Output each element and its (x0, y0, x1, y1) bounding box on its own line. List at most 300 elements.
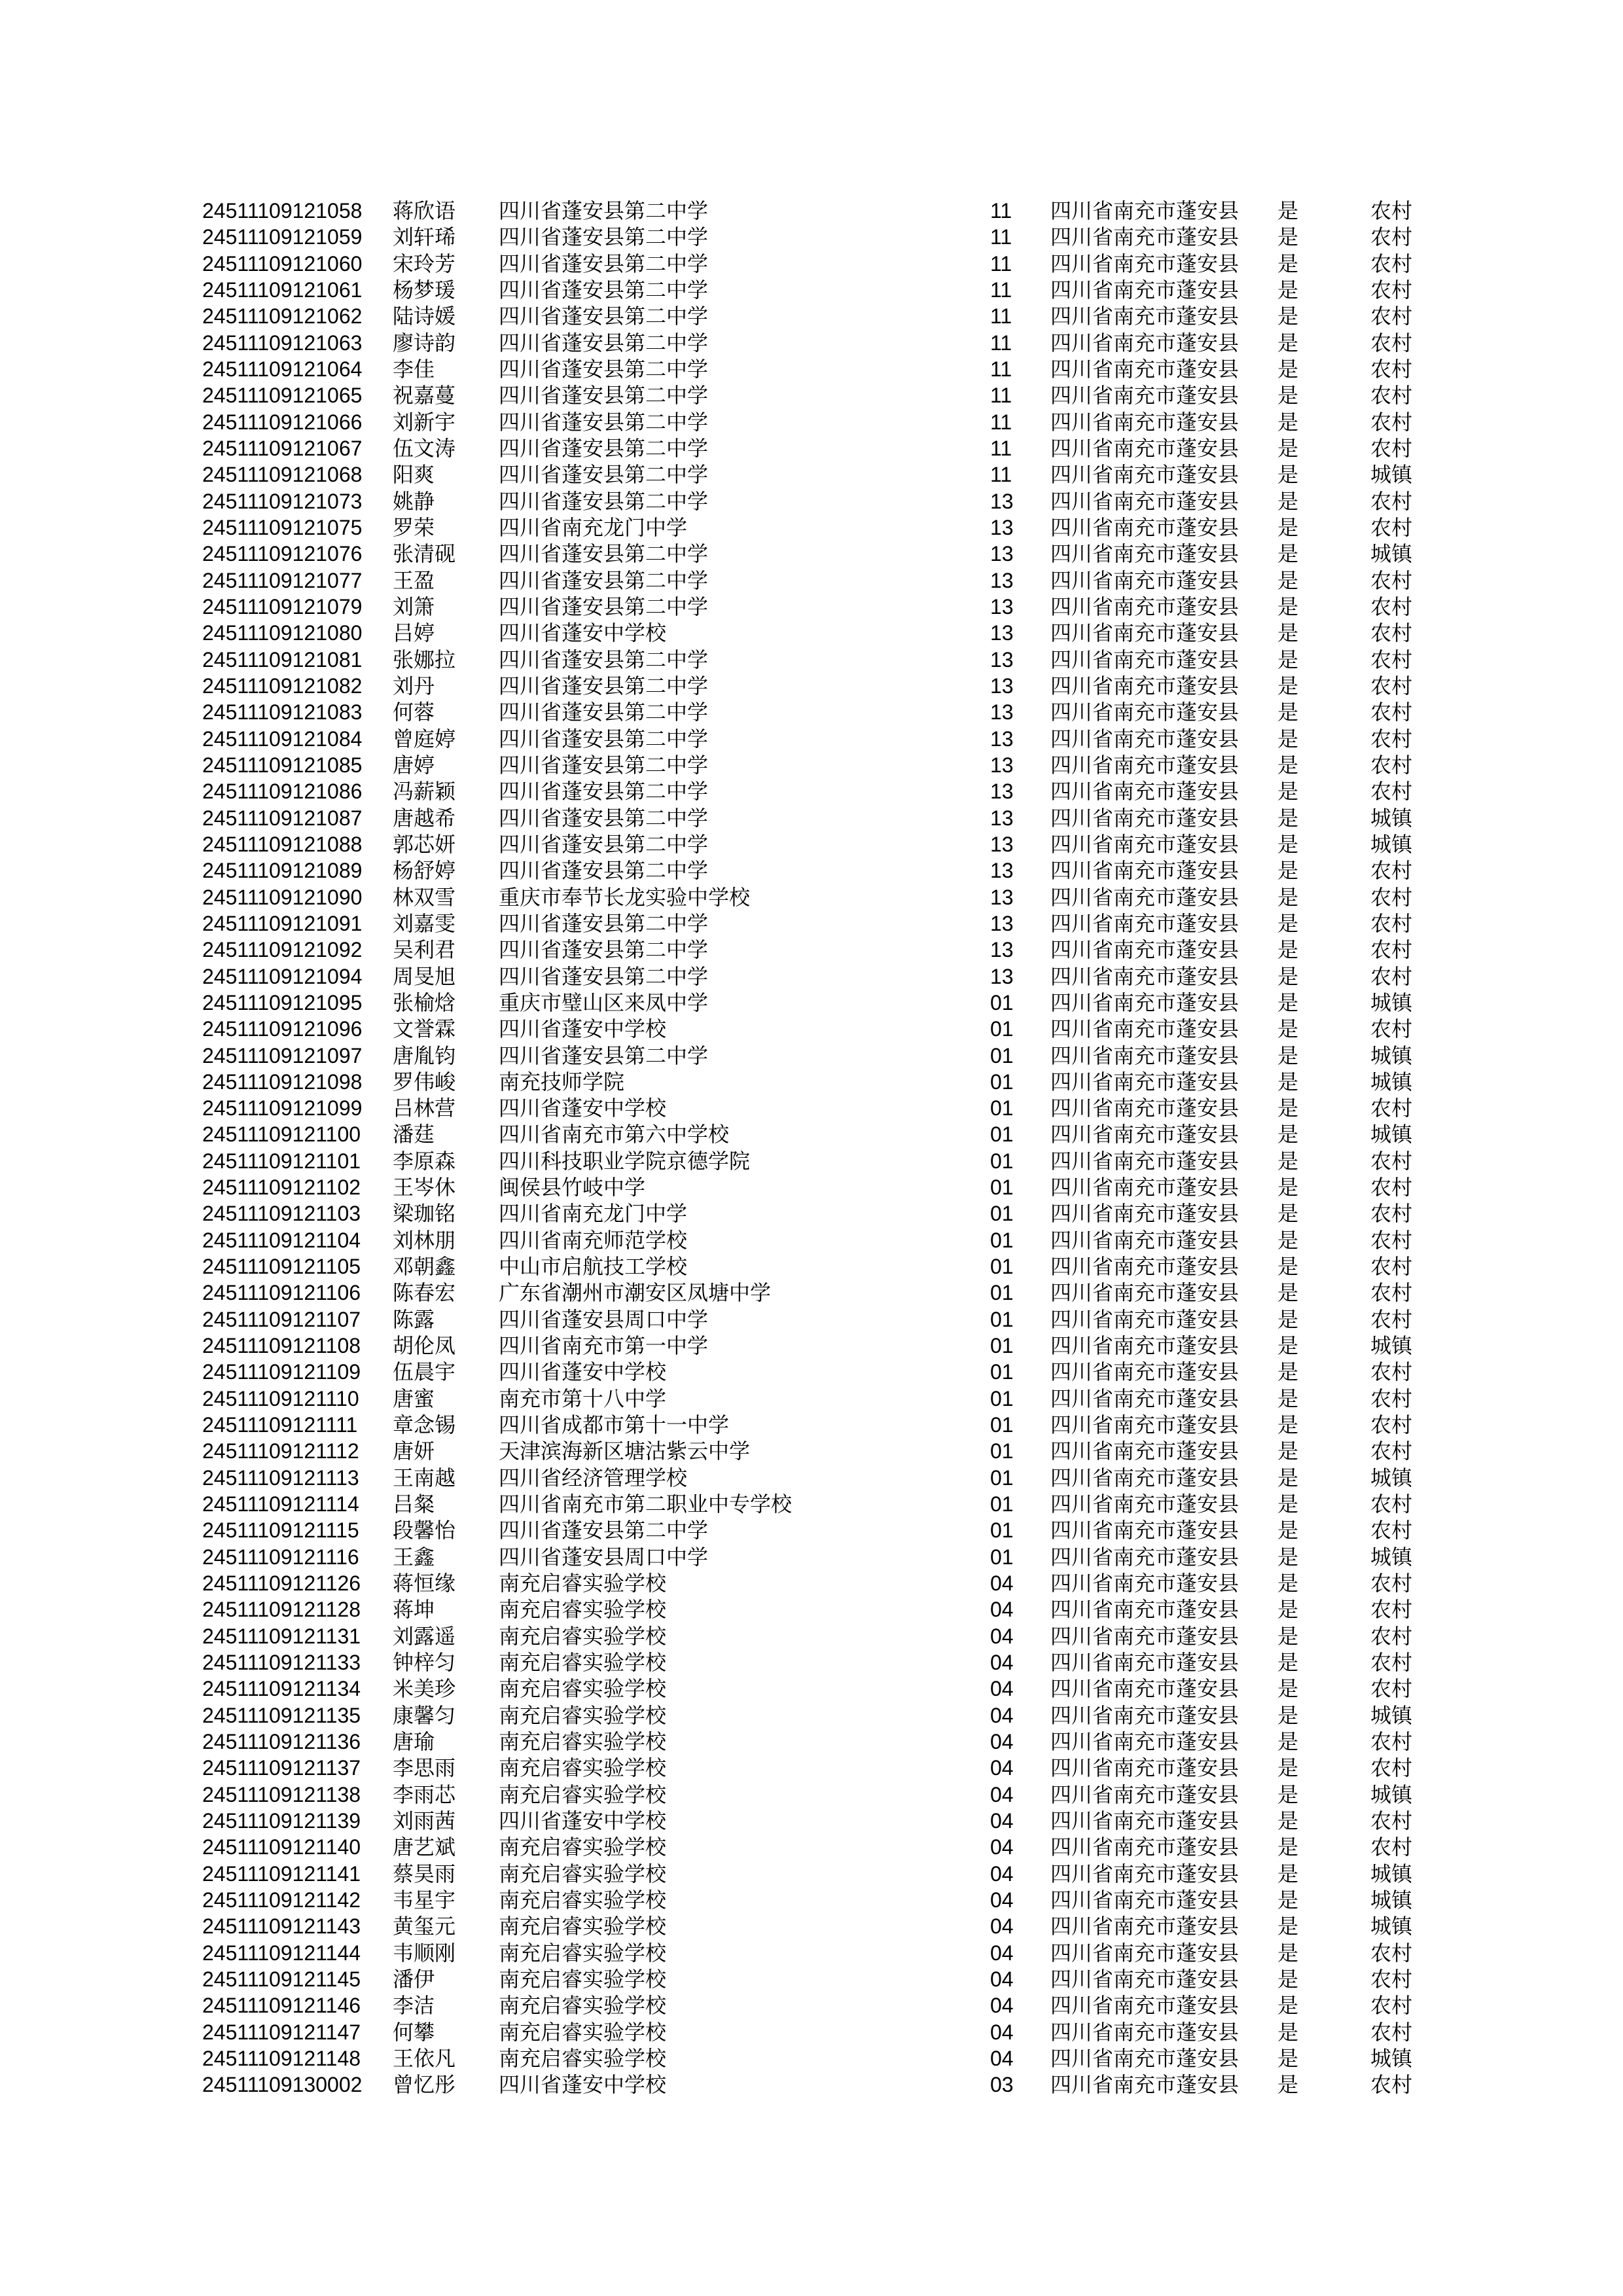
residence-type: 农村 (1370, 726, 1413, 751)
school-name: 南充启睿实验学校 (499, 1730, 667, 1754)
residence-type: 农村 (1370, 885, 1413, 909)
student-name: 潘莛 (393, 1122, 435, 1147)
region: 四川省南充市蓬安县 (1050, 990, 1240, 1014)
region: 四川省南充市蓬安县 (1050, 1624, 1240, 1648)
student-name: 李雨芯 (393, 1782, 456, 1806)
exam-id: 24511109121086 (202, 780, 363, 804)
table-row (0, 1227, 1623, 1253)
student-name: 李佳 (393, 357, 435, 381)
student-name: 阳爽 (393, 463, 435, 487)
school-name: 南充启睿实验学校 (499, 1598, 667, 1622)
table-row (0, 303, 1623, 329)
category-code: 04 (990, 1624, 1014, 1648)
school-name: 四川省南充龙门中学 (499, 1202, 688, 1226)
student-name: 钟梓匀 (393, 1651, 456, 1675)
table-row (0, 1095, 1623, 1121)
table-row (0, 1861, 1623, 1887)
eligibility-flag: 是 (1277, 1175, 1299, 1200)
residence-type: 农村 (1370, 199, 1413, 223)
table-row (0, 884, 1623, 910)
school-name: 四川省蓬安县第二中学 (499, 832, 709, 856)
eligibility-flag: 是 (1277, 1914, 1299, 1939)
category-code: 04 (990, 1914, 1014, 1939)
student-name: 张榆焓 (393, 990, 456, 1014)
residence-type: 农村 (1370, 594, 1413, 619)
residence-type: 农村 (1370, 673, 1413, 698)
category-code: 13 (990, 726, 1014, 751)
school-name: 四川省蓬安县周口中学 (499, 1545, 709, 1569)
eligibility-flag: 是 (1277, 251, 1299, 276)
exam-id: 24511109121108 (202, 1334, 361, 1358)
region: 四川省南充市蓬安县 (1050, 1228, 1240, 1252)
school-name: 南充市第十八中学 (499, 1386, 667, 1410)
exam-id: 24511109121097 (202, 1043, 363, 1067)
category-code: 01 (990, 1334, 1014, 1358)
exam-id: 24511109121075 (202, 515, 363, 539)
school-name: 四川省蓬安县第二中学 (499, 1518, 709, 1543)
school-name: 四川省蓬安县第二中学 (499, 357, 709, 381)
table-row (0, 1412, 1623, 1438)
exam-id: 24511109121089 (202, 859, 363, 883)
school-name: 四川省蓬安县第二中学 (499, 436, 709, 460)
student-name: 韦顺刚 (393, 1941, 456, 1965)
category-code: 01 (990, 1413, 1014, 1437)
table-row (0, 647, 1623, 673)
table-row (0, 1438, 1623, 1464)
eligibility-flag: 是 (1277, 1518, 1299, 1543)
region: 四川省南充市蓬安县 (1050, 832, 1240, 856)
student-name: 潘伊 (393, 1967, 435, 1991)
region: 四川省南充市蓬安县 (1050, 1149, 1240, 1173)
region: 四川省南充市蓬安县 (1050, 885, 1240, 909)
region: 四川省南充市蓬安县 (1050, 673, 1240, 698)
table-row (0, 1544, 1623, 1570)
student-name: 段馨怡 (393, 1518, 456, 1543)
residence-type: 农村 (1370, 436, 1413, 460)
school-name: 四川省南充师范学校 (499, 1228, 688, 1252)
category-code: 04 (990, 1651, 1014, 1675)
school-name: 南充启睿实验学校 (499, 1914, 667, 1939)
category-code: 11 (990, 278, 1012, 302)
eligibility-flag: 是 (1277, 832, 1299, 856)
eligibility-flag: 是 (1277, 673, 1299, 698)
category-code: 04 (990, 1967, 1014, 1991)
eligibility-flag: 是 (1277, 1994, 1299, 2018)
exam-id: 24511109121141 (202, 1861, 361, 1886)
school-name: 四川省蓬安中学校 (499, 1360, 667, 1384)
eligibility-flag: 是 (1277, 331, 1299, 355)
student-name: 邓朝鑫 (393, 1255, 456, 1279)
residence-type: 农村 (1370, 1255, 1413, 1279)
school-name: 四川省蓬安县第二中学 (499, 384, 709, 408)
category-code: 01 (990, 1386, 1014, 1410)
residence-type: 农村 (1370, 1624, 1413, 1648)
residence-type: 农村 (1370, 2073, 1413, 2097)
residence-type: 农村 (1370, 1994, 1413, 2018)
residence-type: 农村 (1370, 1228, 1413, 1252)
category-code: 13 (990, 832, 1014, 856)
student-name: 伍晨宇 (393, 1360, 456, 1384)
exam-id: 24511109121065 (202, 384, 363, 408)
eligibility-flag: 是 (1277, 1492, 1299, 1516)
exam-id: 24511109121106 (202, 1281, 361, 1305)
eligibility-flag: 是 (1277, 1069, 1299, 1094)
school-name: 四川省蓬安县第二中学 (499, 489, 709, 513)
eligibility-flag: 是 (1277, 938, 1299, 962)
school-name: 四川科技职业学院京德学院 (499, 1149, 751, 1173)
region: 四川省南充市蓬安县 (1050, 1043, 1240, 1067)
category-code: 01 (990, 1228, 1014, 1252)
exam-id: 24511109121077 (202, 568, 363, 592)
school-name: 四川省南充市第一中学 (499, 1334, 709, 1358)
region: 四川省南充市蓬安县 (1050, 1281, 1240, 1305)
table-row (0, 1702, 1623, 1729)
category-code: 04 (990, 1994, 1014, 2018)
student-name: 姚静 (393, 489, 435, 513)
category-code: 01 (990, 1439, 1014, 1463)
region: 四川省南充市蓬安县 (1050, 1518, 1240, 1543)
exam-id: 24511109121134 (202, 1677, 361, 1701)
student-name: 康馨匀 (393, 1703, 456, 1727)
table-row (0, 2019, 1623, 2045)
exam-id: 24511109121063 (202, 331, 363, 355)
residence-type: 农村 (1370, 1651, 1413, 1675)
category-code: 01 (990, 1255, 1014, 1279)
exam-id: 24511109121135 (202, 1703, 361, 1727)
region: 四川省南充市蓬安县 (1050, 489, 1240, 513)
category-code: 13 (990, 780, 1014, 804)
school-name: 四川省蓬安县第二中学 (499, 673, 709, 698)
eligibility-flag: 是 (1277, 621, 1299, 645)
eligibility-flag: 是 (1277, 1624, 1299, 1648)
eligibility-flag: 是 (1277, 1017, 1299, 1041)
exam-id: 24511109121080 (202, 621, 363, 645)
eligibility-flag: 是 (1277, 885, 1299, 909)
school-name: 四川省蓬安中学校 (499, 1096, 667, 1121)
exam-id: 24511109121090 (202, 885, 363, 909)
student-name: 罗伟峻 (393, 1069, 456, 1094)
category-code: 01 (990, 1307, 1014, 1331)
eligibility-flag: 是 (1277, 225, 1299, 249)
eligibility-flag: 是 (1277, 1809, 1299, 1833)
student-name: 曾忆彤 (393, 2073, 456, 2097)
school-name: 南充启睿实验学校 (499, 2046, 667, 2070)
table-row (0, 277, 1623, 303)
exam-id: 24511109121116 (202, 1545, 359, 1569)
eligibility-flag: 是 (1277, 1334, 1299, 1358)
region: 四川省南充市蓬安县 (1050, 1598, 1240, 1622)
exam-id: 24511109121138 (202, 1782, 361, 1806)
category-code: 01 (990, 990, 1014, 1014)
student-name: 李原森 (393, 1149, 456, 1173)
residence-type: 农村 (1370, 1360, 1413, 1384)
school-name: 四川省蓬安县周口中学 (499, 1307, 709, 1331)
exam-id: 24511109121110 (202, 1386, 359, 1410)
region: 四川省南充市蓬安县 (1050, 1994, 1240, 2018)
residence-type: 农村 (1370, 1809, 1413, 1833)
residence-type: 农村 (1370, 621, 1413, 645)
table-row (0, 541, 1623, 567)
table-row (0, 990, 1623, 1016)
residence-type: 城镇 (1370, 1782, 1413, 1806)
exam-id: 24511109121076 (202, 542, 363, 566)
table-row (0, 567, 1623, 594)
residence-type: 农村 (1370, 225, 1413, 249)
exam-id: 24511109121087 (202, 806, 363, 830)
school-name: 南充启睿实验学校 (499, 1624, 667, 1648)
table-row (0, 435, 1623, 461)
eligibility-flag: 是 (1277, 1835, 1299, 1859)
residence-type: 城镇 (1370, 1465, 1413, 1490)
residence-type: 农村 (1370, 1967, 1413, 1991)
category-code: 01 (990, 1202, 1014, 1226)
category-code: 04 (990, 1809, 1014, 1833)
student-name: 唐艺斌 (393, 1835, 456, 1859)
region: 四川省南充市蓬安县 (1050, 410, 1240, 434)
table-row (0, 805, 1623, 831)
table-row (0, 699, 1623, 725)
category-code: 11 (990, 331, 1012, 355)
exam-id: 24511109121137 (202, 1756, 361, 1780)
residence-type: 农村 (1370, 251, 1413, 276)
exam-id: 24511109121098 (202, 1069, 363, 1094)
school-name: 南充启睿实验学校 (499, 1994, 667, 2018)
region: 四川省南充市蓬安县 (1050, 1386, 1240, 1410)
eligibility-flag: 是 (1277, 1677, 1299, 1701)
region: 四川省南充市蓬安县 (1050, 2046, 1240, 2070)
table-row (0, 594, 1623, 620)
category-code: 11 (990, 384, 1012, 408)
exam-id: 24511109121105 (202, 1255, 361, 1279)
table-row (0, 1148, 1623, 1174)
region: 四川省南充市蓬安县 (1050, 1545, 1240, 1569)
eligibility-flag: 是 (1277, 410, 1299, 434)
table-row (0, 1940, 1623, 1966)
category-code: 13 (990, 568, 1014, 592)
exam-id: 24511109121111 (202, 1413, 358, 1437)
school-name: 重庆市奉节长龙实验中学校 (499, 885, 751, 909)
region: 四川省南充市蓬安县 (1050, 1730, 1240, 1754)
school-name: 南充启睿实验学校 (499, 1677, 667, 1701)
category-code: 01 (990, 1096, 1014, 1121)
residence-type: 农村 (1370, 938, 1413, 962)
student-name: 王岑休 (393, 1175, 456, 1200)
region: 四川省南充市蓬安县 (1050, 1069, 1240, 1094)
category-code: 04 (990, 1756, 1014, 1780)
table-row (0, 1069, 1623, 1095)
student-name: 刘丹 (393, 673, 435, 698)
eligibility-flag: 是 (1277, 1730, 1299, 1754)
residence-type: 农村 (1370, 1202, 1413, 1226)
eligibility-flag: 是 (1277, 1360, 1299, 1384)
school-name: 四川省蓬安县第二中学 (499, 225, 709, 249)
eligibility-flag: 是 (1277, 568, 1299, 592)
category-code: 13 (990, 647, 1014, 672)
eligibility-flag: 是 (1277, 806, 1299, 830)
region: 四川省南充市蓬安县 (1050, 1703, 1240, 1727)
exam-id: 24511109121064 (202, 357, 363, 381)
school-name: 四川省蓬安县第二中学 (499, 911, 709, 935)
eligibility-flag: 是 (1277, 515, 1299, 539)
exam-id: 24511109121136 (202, 1730, 361, 1754)
exam-id: 24511109121145 (202, 1967, 361, 1991)
residence-type: 城镇 (1370, 542, 1413, 566)
student-name: 周旻旭 (393, 964, 456, 988)
exam-id: 24511109121115 (202, 1518, 359, 1543)
table-row (0, 1359, 1623, 1385)
category-code: 01 (990, 1281, 1014, 1305)
region: 四川省南充市蓬安县 (1050, 1571, 1240, 1596)
table-row (0, 330, 1623, 356)
category-code: 01 (990, 1017, 1014, 1041)
exam-id: 24511109121107 (202, 1307, 361, 1331)
eligibility-flag: 是 (1277, 780, 1299, 804)
table-row (0, 963, 1623, 990)
region: 四川省南充市蓬安县 (1050, 700, 1240, 725)
table-row (0, 1517, 1623, 1543)
exam-id: 24511109121066 (202, 410, 363, 434)
residence-type: 城镇 (1370, 463, 1413, 487)
category-code: 04 (990, 1888, 1014, 1912)
category-code: 11 (990, 225, 1012, 249)
category-code: 04 (990, 1835, 1014, 1859)
school-name: 四川省蓬安县第二中学 (499, 594, 709, 619)
category-code: 04 (990, 1571, 1014, 1596)
exam-id: 24511109121068 (202, 463, 363, 487)
exam-id: 24511109121140 (202, 1835, 361, 1859)
eligibility-flag: 是 (1277, 1703, 1299, 1727)
table-row (0, 1676, 1623, 1702)
category-code: 13 (990, 753, 1014, 777)
residence-type: 农村 (1370, 304, 1413, 329)
table-row (0, 1465, 1623, 1491)
school-name: 四川省蓬安县第二中学 (499, 542, 709, 566)
exam-id: 24511109121131 (202, 1624, 361, 1648)
region: 四川省南充市蓬安县 (1050, 1465, 1240, 1490)
student-name: 吴利君 (393, 938, 456, 962)
exam-id: 24511109121126 (202, 1571, 361, 1596)
category-code: 04 (990, 1782, 1014, 1806)
student-name: 蒋恒缘 (393, 1571, 456, 1596)
exam-id: 24511109121100 (202, 1122, 361, 1147)
student-name: 蒋欣语 (393, 199, 456, 223)
eligibility-flag: 是 (1277, 1439, 1299, 1463)
region: 四川省南充市蓬安县 (1050, 331, 1240, 355)
school-name: 四川省蓬安县第二中学 (499, 568, 709, 592)
exam-id: 24511109121061 (202, 278, 363, 302)
school-name: 四川省蓬安县第二中学 (499, 726, 709, 751)
school-name: 四川省蓬安县第二中学 (499, 199, 709, 223)
region: 四川省南充市蓬安县 (1050, 1782, 1240, 1806)
eligibility-flag: 是 (1277, 647, 1299, 672)
residence-type: 农村 (1370, 1017, 1413, 1041)
table-row (0, 1755, 1623, 1781)
region: 四川省南充市蓬安县 (1050, 594, 1240, 619)
exam-id: 24511109121101 (202, 1149, 361, 1173)
category-code: 13 (990, 621, 1014, 645)
category-code: 01 (990, 1175, 1014, 1200)
student-name: 唐越希 (393, 806, 456, 830)
student-name: 曾庭婷 (393, 726, 456, 751)
exam-id: 24511109121095 (202, 990, 363, 1014)
table-row (0, 1992, 1623, 2018)
exam-id: 24511109121058 (202, 199, 363, 223)
student-name: 刘露遥 (393, 1624, 456, 1648)
residence-type: 城镇 (1370, 1914, 1413, 1939)
category-code: 03 (990, 2073, 1014, 2097)
region: 四川省南充市蓬安县 (1050, 251, 1240, 276)
school-name: 南充技师学院 (499, 1069, 625, 1094)
student-name: 吕婷 (393, 621, 435, 645)
region: 四川省南充市蓬安县 (1050, 1967, 1240, 1991)
region: 四川省南充市蓬安县 (1050, 1334, 1240, 1358)
student-name: 梁珈铭 (393, 1202, 456, 1226)
student-name: 何蓉 (393, 700, 435, 725)
category-code: 11 (990, 357, 1012, 381)
school-name: 天津滨海新区塘沽紫云中学 (499, 1439, 751, 1463)
exam-id: 24511109121094 (202, 964, 363, 988)
exam-id: 24511109121146 (202, 1994, 361, 2018)
category-code: 01 (990, 1122, 1014, 1147)
exam-id: 24511109121148 (202, 2046, 361, 2070)
table-row (0, 778, 1623, 804)
school-name: 重庆市璧山区来凤中学 (499, 990, 709, 1014)
student-name: 韦星宇 (393, 1888, 456, 1912)
school-name: 四川省经济管理学校 (499, 1465, 688, 1490)
table-row (0, 514, 1623, 541)
residence-type: 城镇 (1370, 1545, 1413, 1569)
category-code: 04 (990, 1941, 1014, 1965)
eligibility-flag: 是 (1277, 384, 1299, 408)
student-name: 宋玲芳 (393, 251, 456, 276)
eligibility-flag: 是 (1277, 1545, 1299, 1569)
school-name: 四川省南充龙门中学 (499, 515, 688, 539)
school-name: 南充启睿实验学校 (499, 1571, 667, 1596)
category-code: 11 (990, 436, 1012, 460)
student-name: 王南越 (393, 1465, 456, 1490)
residence-type: 城镇 (1370, 1861, 1413, 1886)
eligibility-flag: 是 (1277, 1413, 1299, 1437)
eligibility-flag: 是 (1277, 990, 1299, 1014)
student-name: 刘嘉雯 (393, 911, 456, 935)
exam-id: 24511109121144 (202, 1941, 361, 1965)
region: 四川省南充市蓬安县 (1050, 1413, 1240, 1437)
school-name: 四川省蓬安中学校 (499, 2073, 667, 2097)
region: 四川省南充市蓬安县 (1050, 1835, 1240, 1859)
residence-type: 城镇 (1370, 1043, 1413, 1067)
school-name: 四川省蓬安县第二中学 (499, 304, 709, 329)
school-name: 南充启睿实验学校 (499, 1782, 667, 1806)
region: 四川省南充市蓬安县 (1050, 1307, 1240, 1331)
category-code: 11 (990, 304, 1012, 329)
exam-id: 24511109121139 (202, 1809, 361, 1833)
residence-type: 城镇 (1370, 1888, 1413, 1912)
student-name: 刘雨茜 (393, 1809, 456, 1833)
student-name: 蔡昊雨 (393, 1861, 456, 1886)
region: 四川省南充市蓬安县 (1050, 2073, 1240, 2097)
school-name: 四川省蓬安县第二中学 (499, 700, 709, 725)
eligibility-flag: 是 (1277, 1043, 1299, 1067)
school-name: 四川省蓬安县第二中学 (499, 938, 709, 962)
table-row (0, 1782, 1623, 1808)
region: 四川省南充市蓬安县 (1050, 278, 1240, 302)
student-name: 米美珍 (393, 1677, 456, 1701)
table-row (0, 726, 1623, 752)
school-name: 四川省蓬安县第二中学 (499, 251, 709, 276)
eligibility-flag: 是 (1277, 1465, 1299, 1490)
region: 四川省南充市蓬安县 (1050, 1017, 1240, 1041)
exam-id: 24511109121099 (202, 1096, 363, 1121)
